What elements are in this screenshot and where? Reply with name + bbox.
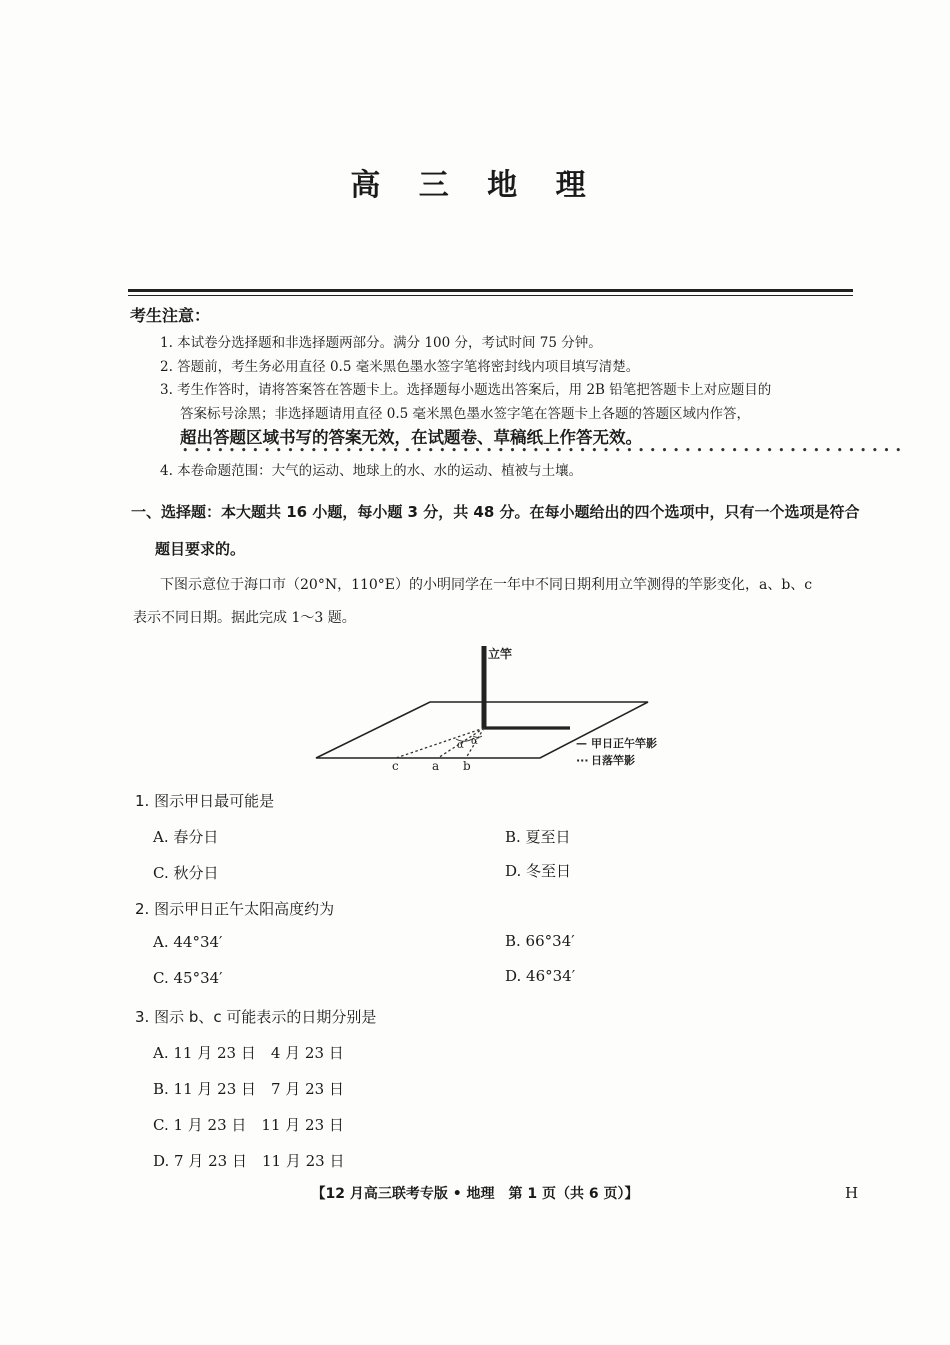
q1-option-c: C. 秋分日 — [153, 864, 219, 882]
header-rule-thin — [128, 295, 853, 296]
q1-option-d: D. 冬至日 — [505, 862, 572, 880]
notice-item-2: 2. 答题前，考生务必用直径 0.5 毫米黑色墨水签字笔将密封线内项目填写清楚。 — [160, 359, 640, 375]
q3-option-b: B. 11 月 23 日 7 月 23 日 — [153, 1080, 344, 1098]
header-rule-thick — [128, 289, 853, 292]
emphasis-dots: •••••••••••••••••••••••••••••••••••••••••••••••••••••••••••••• — [182, 444, 907, 457]
q2-option-a: A. 44°34′ — [153, 933, 223, 951]
notice-item-3-cont: 答案标号涂黑；非选择题请用直径 0.5 毫米黑色墨水签字笔在答题卡上各题的答题区域内作答， — [180, 406, 751, 422]
notice-item-1: 1. 本试卷分选择题和非选择题两部分。满分 100 分，考试时间 75 分钟。 — [160, 335, 602, 351]
q3-option-c: C. 1 月 23 日 11 月 23 日 — [153, 1116, 344, 1134]
legend-dotted-label: 日落竿影 — [591, 754, 635, 767]
notice-item-3: 3. 考生作答时，请将答案答在答题卡上。选择题每小题选出答案后，用 2B 铅笔把答题卡上对应题目的 — [160, 382, 772, 398]
notice-heading: 考生注意： — [130, 306, 211, 325]
q2-option-c: C. 45°34′ — [153, 969, 223, 987]
alpha-label-2: α — [471, 736, 478, 747]
q2-option-b: B. 66°34′ — [505, 932, 575, 950]
label-a: a — [432, 759, 440, 773]
stem-line-2: 表示不同日期。据此完成 1～3 题。 — [133, 610, 356, 626]
stem-line-1: 下图示意位于海口市（20°N，110°E）的小明同学在一年中不同日期利用立竿测得的竿影变化，a、b、c — [160, 577, 813, 593]
notice-item-4: 4. 本卷命题范围：大气的运动、地球上的水、水的运动、植被与土壤。 — [160, 463, 583, 479]
legend-dotted-mark: ··· — [576, 754, 589, 767]
question-3-stem: 3. 图示 b、c 可能表示的日期分别是 — [135, 1008, 377, 1026]
alpha-label-1: α — [457, 740, 464, 751]
label-b: b — [463, 759, 471, 773]
question-2-stem: 2. 图示甲日正午太阳高度约为 — [135, 900, 335, 918]
pole-shadow-diagram — [300, 640, 700, 775]
pole-label: 立竿 — [488, 647, 513, 661]
legend-solid-label: 甲日正午竿影 — [591, 737, 657, 750]
q1-option-b: B. 夏至日 — [505, 828, 571, 846]
notice-item-3-emphasis: 超出答题区域书写的答案无效，在试题卷、草稿纸上作答无效。 — [180, 428, 642, 447]
q3-option-d: D. 7 月 23 日 11 月 23 日 — [153, 1152, 345, 1170]
version-code: H — [845, 1184, 859, 1202]
section-heading: 一、选择题：本大题共 16 小题，每小题 3 分，共 48 分。在每小题给出的四个选项中，只有一个选项是符合 — [131, 503, 860, 521]
question-1-stem: 1. 图示甲日最可能是 — [135, 792, 275, 810]
section-heading-cont: 题目要求的。 — [155, 540, 246, 558]
page-title: 高 三 地 理 — [350, 168, 600, 203]
label-c: c — [392, 759, 399, 773]
q1-option-a: A. 春分日 — [153, 828, 219, 846]
q3-option-a: A. 11 月 23 日 4 月 23 日 — [153, 1044, 344, 1062]
page-footer: 【12 月高三联考专版 • 地理 第 1 页（共 6 页）】 — [311, 1186, 639, 1202]
q2-option-d: D. 46°34′ — [505, 967, 576, 985]
legend-solid-mark: — — [576, 737, 587, 750]
